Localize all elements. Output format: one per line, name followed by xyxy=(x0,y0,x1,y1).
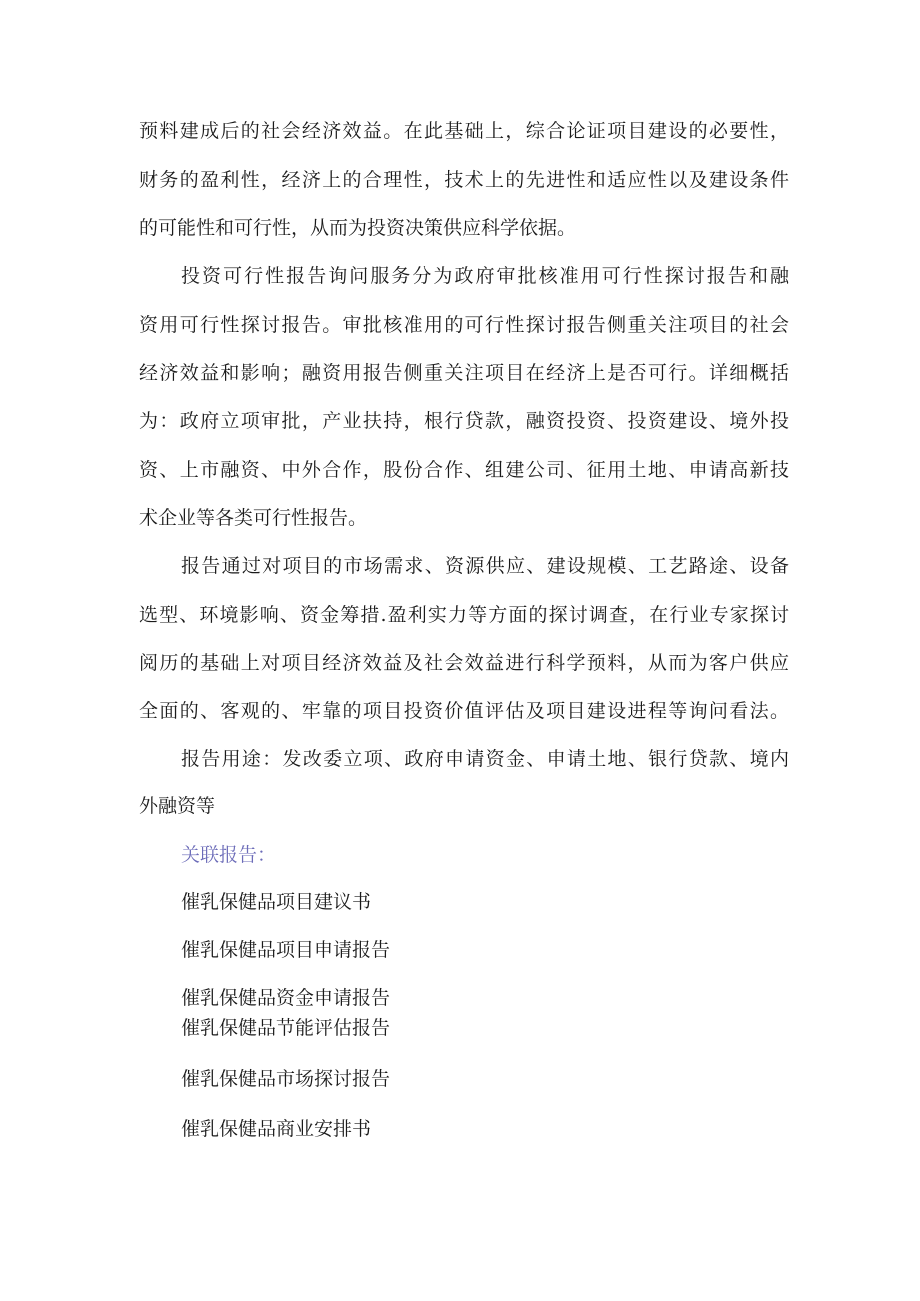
paragraph-2-line-4: 为：政府立项审批，产业扶持，根行贷款，融资投资、投资建设、境外投 xyxy=(139,410,789,432)
paragraph-2-line-1: 投资可行性报告询问服务分为政府审批核准用可行性探讨报告和融 xyxy=(181,265,789,287)
paragraph-3-line-4: 全面的、客观的、牢靠的项目投资价值评估及项目建设进程等询问看法。 xyxy=(139,700,789,722)
paragraph-4-line-2: 外融资等 xyxy=(139,795,216,817)
related-report-item: 催乳保健品项目申请报告 xyxy=(181,939,391,961)
related-reports-heading: 关联报告： xyxy=(181,844,277,866)
paragraph-1-line-2: 财务的盈利性，经济上的合理性，技术上的先进性和适应性以及建设条件 xyxy=(139,169,789,191)
paragraph-3-line-2: 选型、环境影响、资金筹措.盈利实力等方面的探讨调查，在行业专家探讨 xyxy=(139,604,789,626)
paragraph-2-line-2: 资用可行性探讨报告。审批核准用的可行性探讨报告侧重关注项目的社会 xyxy=(139,314,789,336)
paragraph-4-line-1: 报告用途：发改委立项、政府申请资金、申请土地、银行贷款、境内 xyxy=(181,748,789,770)
paragraph-2-line-3: 经济效益和影响；融资用报告侧重关注项目在经济上是否可行。详细概括 xyxy=(139,362,789,384)
related-report-item: 催乳保健品市场探讨报告 xyxy=(181,1068,391,1090)
related-report-item: 催乳保健品节能评估报告 xyxy=(181,1017,391,1039)
related-report-item: 催乳保健品项目建议书 xyxy=(181,891,372,913)
related-report-item: 催乳保健品商业安排书 xyxy=(181,1118,372,1140)
paragraph-3-line-3: 阅历的基础上对项目经济效益及社会效益进行科学预料，从而为客户供应 xyxy=(139,652,789,674)
paragraph-1-line-1: 预料建成后的社会经济效益。在此基础上，综合论证项目建设的必要性， xyxy=(139,120,789,142)
paragraph-2-line-5: 资、上市融资、中外合作，股份合作、组建公司、征用土地、申请高新技 xyxy=(139,459,789,481)
paragraph-3-line-1: 报告通过对项目的市场需求、资源供应、建设规模、工艺路途、设备 xyxy=(181,555,789,577)
paragraph-1-line-3: 的可能性和可行性，从而为投资决策供应科学依据。 xyxy=(139,217,577,239)
paragraph-2-line-6: 术企业等各类可行性报告。 xyxy=(139,507,368,529)
related-report-item: 催乳保健品资金申请报告 xyxy=(181,987,391,1009)
